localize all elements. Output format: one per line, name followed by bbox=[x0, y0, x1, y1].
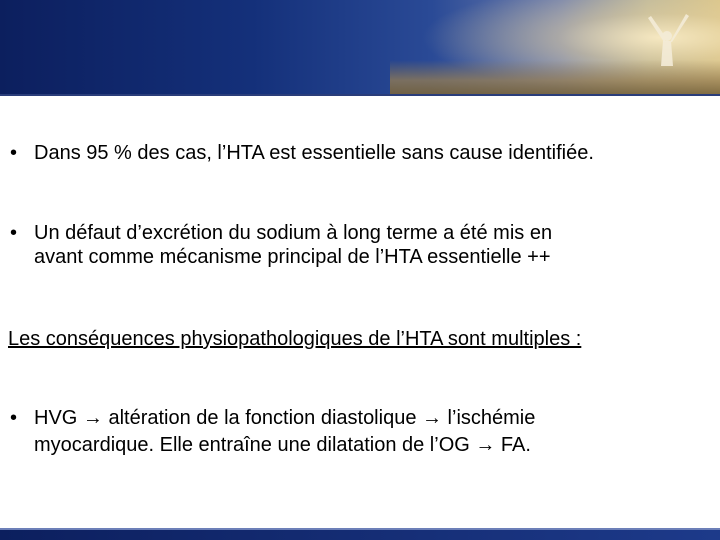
bullet-text-continuation: avant comme mécanisme principal de l’HTA essentielle ++ bbox=[34, 246, 551, 268]
bullet-glyph: • bbox=[10, 407, 18, 429]
raised-arms-figure-icon bbox=[630, 8, 700, 78]
bullet-text: Un défaut d’excrétion du sodium à long terme a été mis en bbox=[34, 222, 553, 244]
bullet-glyph: • bbox=[10, 142, 18, 164]
bullet-text: HVG → altération de la fonction diastolique → l’ischémie bbox=[34, 407, 536, 429]
section-heading: Les conséquences physiopathologiques de l’HTA sont multiples : bbox=[8, 328, 582, 350]
bullet-text: Dans 95 % des cas, l’HTA est essentielle sans cause identifiée. bbox=[34, 142, 594, 164]
header-divider bbox=[0, 94, 720, 96]
bullet-glyph: • bbox=[10, 222, 18, 244]
footer-stripe bbox=[0, 528, 720, 530]
footer-bar bbox=[0, 528, 720, 540]
bullet-text-continuation: myocardique. Elle entraîne une dilatation de l’OG → FA. bbox=[34, 434, 531, 456]
header-banner bbox=[0, 0, 720, 94]
